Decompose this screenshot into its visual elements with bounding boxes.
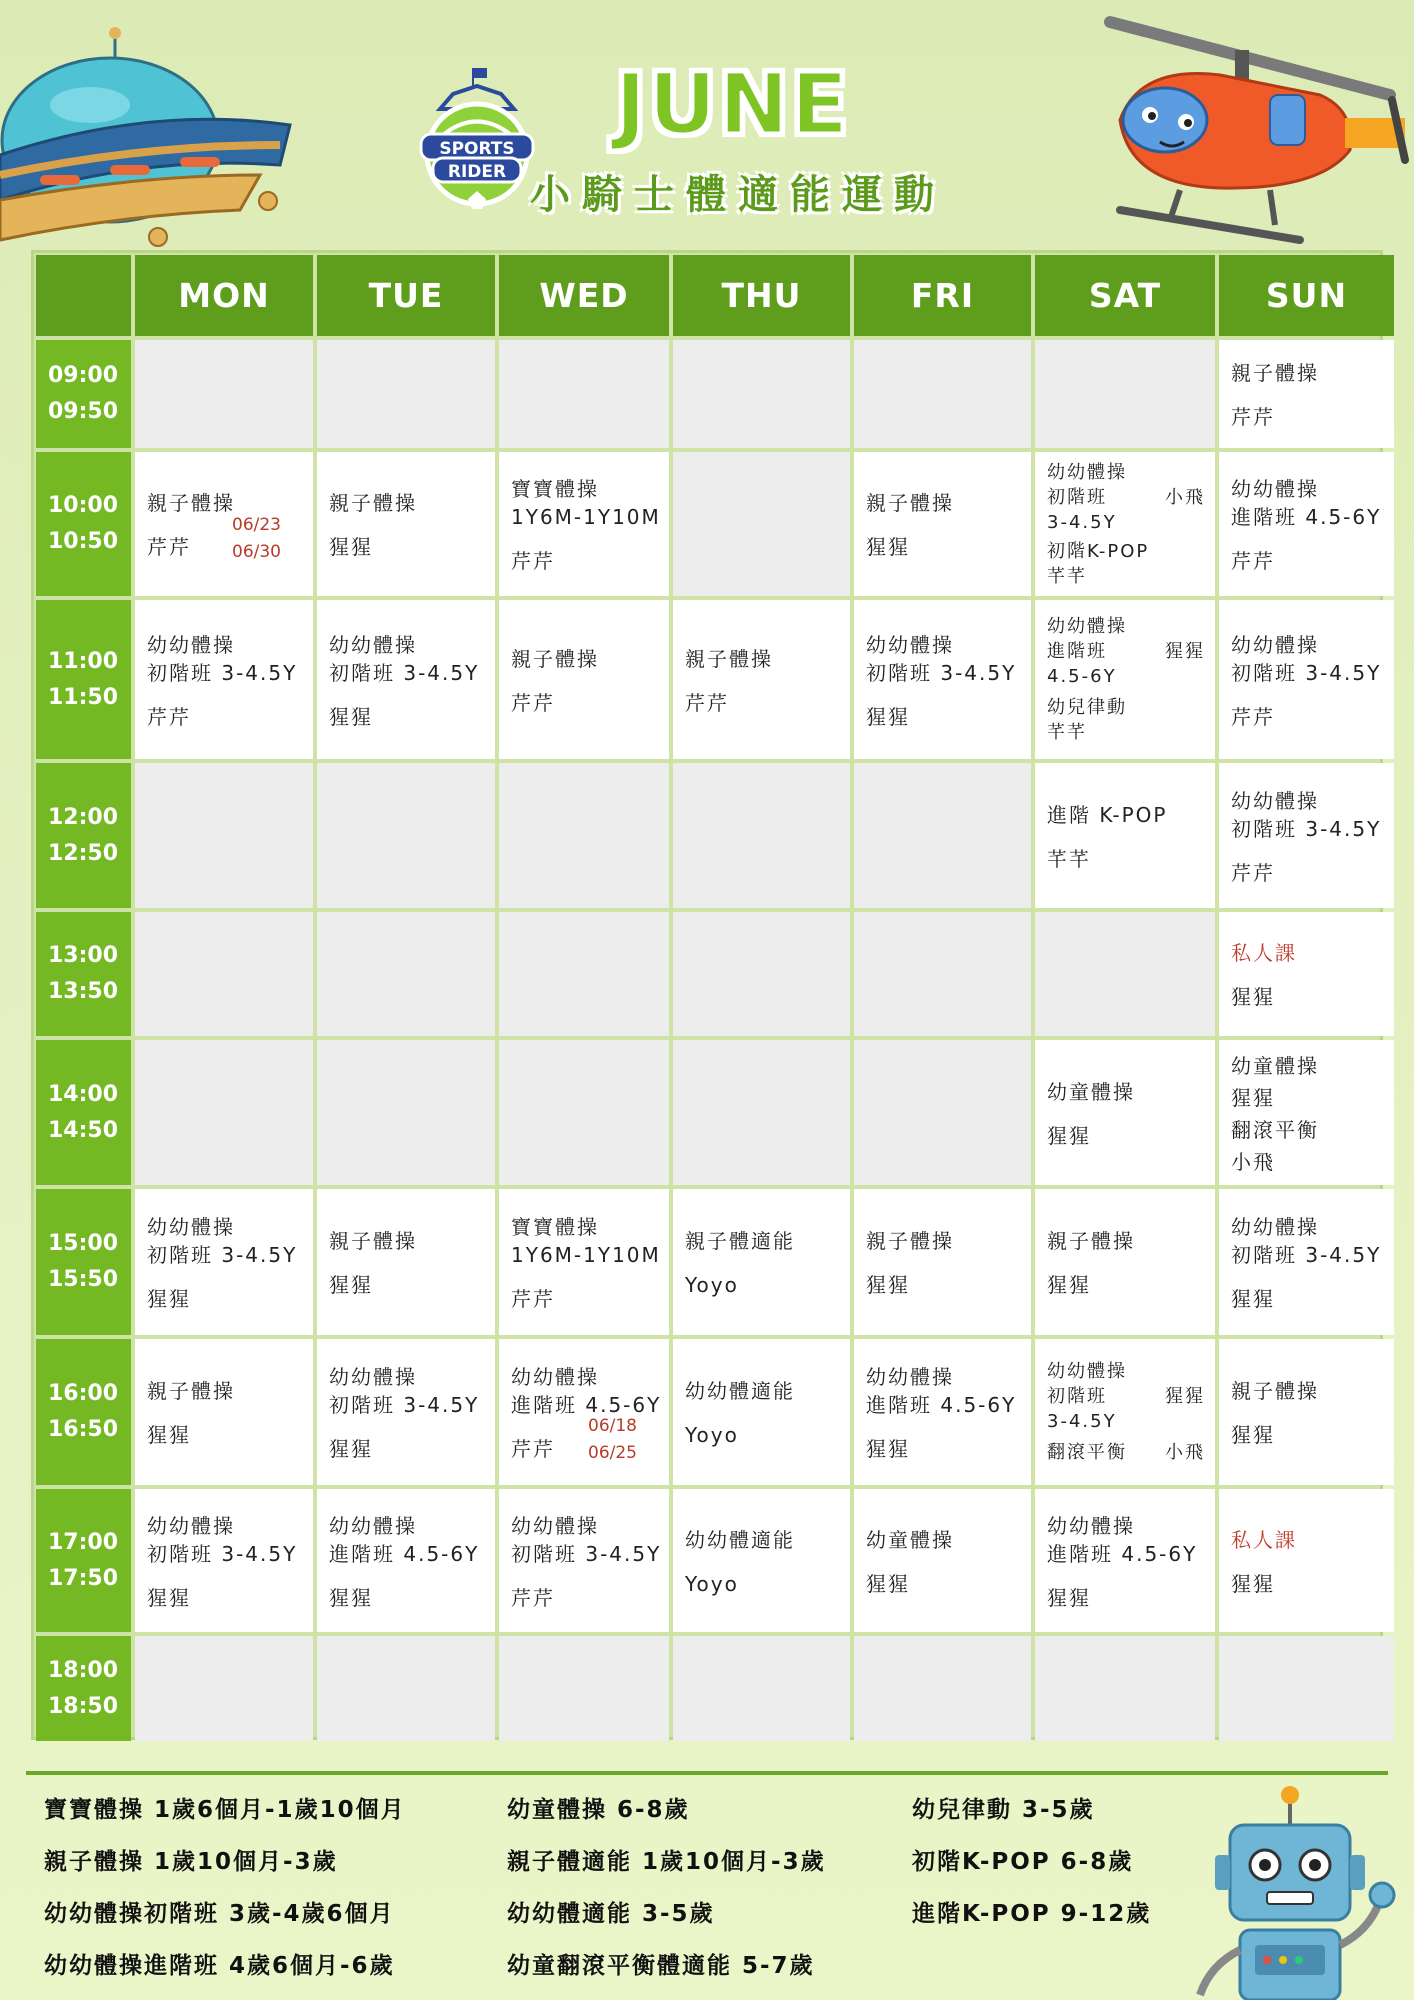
class-level: 初階班 3-4.5Y [511, 1541, 662, 1566]
time-slot-1100 [36, 600, 131, 759]
instructor: 芊芊 [1047, 565, 1087, 587]
class-cell [1035, 600, 1215, 759]
instructor: 猩猩 [866, 1437, 910, 1461]
instructor: 芹芹 [1231, 860, 1275, 885]
time-start: 15:00 [48, 1231, 119, 1256]
empty-cell [854, 912, 1031, 1036]
empty-cell [499, 1040, 669, 1185]
page-subtitle: 小騎士體適能運動 [530, 172, 946, 218]
class-name: 親子體操 [511, 646, 599, 671]
instructor: 猩猩 [329, 1585, 373, 1610]
class-cell [1219, 340, 1394, 448]
time-slot-1300 [36, 912, 131, 1036]
class-cell [499, 1339, 669, 1485]
class-name: 幼幼體操 [866, 632, 954, 657]
instructor: 猩猩 [1231, 985, 1275, 1009]
instructor: 猩猩 [1047, 1123, 1091, 1148]
empty-cell [1035, 1636, 1215, 1741]
instructor: 猩猩 [866, 704, 910, 729]
instructor: 芹芹 [147, 704, 191, 729]
legend-item: 進階K-POP 9-12歲 [912, 1901, 1152, 1927]
logo-text-sports: SPORTS [439, 139, 515, 159]
empty-cell [673, 763, 850, 908]
class-name: 翻滾平衡 [1047, 1442, 1127, 1463]
instructor: 猩猩 [1231, 1287, 1275, 1311]
class-cell [135, 1189, 313, 1335]
day-header-sat: SAT [1035, 255, 1215, 336]
legend-item: 親子體操 1歲10個月-3歲 [44, 1849, 338, 1875]
instructor: 芹芹 [511, 690, 555, 715]
instructor: 芹芹 [511, 1437, 555, 1461]
class-name: 初階K-POP [1047, 540, 1150, 562]
time-start: 17:00 [48, 1529, 119, 1555]
class-level: 初階班 3-4.5Y [1231, 660, 1382, 685]
empty-cell [135, 912, 313, 1036]
class-name: 幼幼體操 [147, 1215, 235, 1239]
empty-cell [854, 1636, 1031, 1741]
instructor: 芹芹 [147, 535, 191, 559]
time-start: 14:00 [48, 1081, 119, 1107]
class-name: 幼幼體操 [1047, 1361, 1127, 1382]
empty-cell [673, 1636, 850, 1741]
class-name: 幼幼體操 [147, 1513, 235, 1538]
page-title-month: JUNE [615, 55, 851, 153]
class-cell [1219, 763, 1394, 908]
class-name: 親子體操 [1047, 1229, 1135, 1253]
instructor: 猩猩 [1047, 1585, 1091, 1610]
class-name: 親子體操 [866, 491, 954, 515]
class-name: 幼幼體操 [1047, 1513, 1135, 1538]
day-header-wed: WED [499, 255, 669, 336]
instructor: 猩猩 [866, 1273, 910, 1297]
time-end: 17:50 [48, 1565, 119, 1591]
class-cell [854, 1489, 1031, 1632]
class-cell [1219, 1189, 1394, 1335]
class-name: 幼幼體操 [1231, 788, 1319, 813]
class-date: 06/30 [232, 542, 281, 562]
instructor: 猩猩 [329, 1437, 373, 1461]
class-name: 親子體操 [866, 1229, 954, 1253]
class-level: 初階班 3-4.5Y [1231, 816, 1382, 841]
class-name: 親子體操 [147, 491, 235, 515]
class-cell [317, 1189, 495, 1335]
instructor: 猩猩 [329, 704, 373, 729]
class-cell [499, 1189, 669, 1335]
class-cell [1219, 452, 1394, 596]
class-name: 幼幼體操 [1047, 616, 1127, 637]
instructor: 小飛 [1165, 1442, 1205, 1463]
time-end: 16:50 [48, 1417, 119, 1442]
class-cell [1219, 1040, 1394, 1185]
empty-cell [499, 1636, 669, 1741]
legend-column-3 [912, 1793, 1151, 1949]
class-name: 幼幼體操 [1231, 632, 1319, 657]
class-level: 進階班 4.5-6Y [866, 1393, 1017, 1417]
class-name: 寶寶體操 [511, 477, 599, 501]
legend-item: 親子體適能 1歲10個月-3歲 [507, 1849, 826, 1875]
instructor: 芹芹 [685, 690, 729, 715]
class-name: 幼童體操 [1047, 1079, 1135, 1104]
page-header [0, 0, 1414, 250]
private-class-label: 私人課 [1231, 941, 1297, 965]
time-slot-1500 [36, 1189, 131, 1335]
instructor: 芹芹 [1231, 549, 1275, 573]
instructor: 猩猩 [147, 1585, 191, 1610]
class-level: 初階班 [1047, 486, 1107, 508]
empty-cell [317, 1040, 495, 1185]
class-name: 幼幼體操 [329, 1365, 417, 1389]
instructor: 猩猩 [147, 1287, 191, 1311]
class-name: 親子體適能 [685, 1229, 795, 1253]
class-cell [854, 600, 1031, 759]
empty-cell [673, 1040, 850, 1185]
legend-item: 幼童體操 6-8歲 [507, 1797, 690, 1823]
class-dates [588, 1413, 637, 1467]
class-name: 親子體操 [147, 1379, 235, 1403]
class-age: 1Y6M-1Y10M [511, 505, 661, 529]
class-level: 進階班 4.5-6Y [1047, 1541, 1198, 1566]
empty-cell [317, 1636, 495, 1741]
time-slot-1200 [36, 763, 131, 908]
class-name: 幼幼體操 [329, 1513, 417, 1538]
class-cell [499, 600, 669, 759]
class-level: 初階班 3-4.5Y [147, 1243, 298, 1267]
instructor: Yoyo [685, 1571, 739, 1596]
legend-item: 幼兒律動 3-5歲 [912, 1797, 1095, 1823]
instructor: 猩猩 [1047, 1273, 1091, 1297]
class-cell [854, 452, 1031, 596]
class-age: 4.5-6Y [1047, 666, 1117, 687]
instructor: 芹芹 [1231, 704, 1275, 729]
class-level: 進階班 4.5-6Y [1231, 505, 1382, 529]
instructor: 芹芹 [511, 1287, 555, 1311]
class-name: 幼幼體操 [1231, 1215, 1319, 1239]
time-end: 14:50 [48, 1117, 119, 1143]
class-level: 初階班 3-4.5Y [329, 660, 480, 685]
class-name: 親子體操 [329, 491, 417, 515]
day-header-fri: FRI [854, 255, 1031, 336]
time-slot-1400 [36, 1040, 131, 1185]
legend-divider [26, 1771, 1388, 1775]
instructor: 猩猩 [1231, 1423, 1275, 1447]
class-level: 進階班 [1047, 641, 1107, 662]
time-start: 12:00 [48, 804, 119, 830]
logo-text-rider: RIDER [447, 162, 507, 182]
class-cell [1035, 452, 1215, 596]
class-date: 06/23 [232, 515, 281, 535]
empty-cell [854, 763, 1031, 908]
class-age: 3-4.5Y [1047, 511, 1117, 533]
time-start: 09:00 [48, 363, 119, 388]
instructor: 猩猩 [866, 535, 910, 559]
sports-rider-logo [418, 64, 536, 214]
class-cell [1035, 1189, 1215, 1335]
empty-cell [673, 340, 850, 448]
class-cell [673, 1489, 850, 1632]
legend-column-1 [44, 1793, 406, 2000]
class-level: 初階班 3-4.5Y [147, 660, 298, 685]
class-name: 寶寶體操 [511, 1215, 599, 1239]
time-end: 11:50 [48, 684, 119, 710]
class-cell [854, 1339, 1031, 1485]
class-cell [673, 1339, 850, 1485]
empty-cell [673, 912, 850, 1036]
empty-cell [854, 340, 1031, 448]
class-cell [1219, 600, 1394, 759]
instructor: 猩猩 [147, 1423, 191, 1447]
class-name: 親子體操 [329, 1229, 417, 1253]
instructor: 猩猩 [1231, 1571, 1275, 1596]
class-name: 幼幼體操 [329, 632, 417, 657]
class-dates [232, 512, 281, 566]
empty-cell [1035, 912, 1215, 1036]
class-name: 幼幼體適能 [685, 1379, 795, 1403]
time-slot-1700 [36, 1489, 131, 1632]
class-date: 06/18 [588, 1416, 637, 1436]
class-cell [1219, 912, 1394, 1036]
empty-cell [499, 763, 669, 908]
empty-cell [135, 1636, 313, 1741]
legend-item: 幼童翻滾平衡體適能 5-7歲 [507, 1953, 815, 1979]
time-end: 13:50 [48, 979, 119, 1004]
legend-column-2 [507, 1793, 826, 2000]
class-cell [499, 452, 669, 596]
day-header-sun: SUN [1219, 255, 1394, 336]
instructor: 猩猩 [1165, 1386, 1205, 1407]
day-header-tue: TUE [317, 255, 495, 336]
class-cell [317, 452, 495, 596]
class-cell [135, 600, 313, 759]
instructor: Yoyo [685, 1273, 739, 1297]
time-end: 09:50 [48, 399, 119, 424]
empty-cell [135, 1040, 313, 1185]
class-cell [317, 1489, 495, 1632]
class-cell [1035, 1040, 1215, 1185]
legend-item: 幼幼體適能 3-5歲 [507, 1901, 715, 1927]
class-name: 親子體操 [1231, 1379, 1319, 1403]
instructor: 芊芊 [1047, 722, 1087, 743]
time-end: 15:50 [48, 1267, 119, 1292]
class-name: 幼童體操 [866, 1527, 954, 1552]
empty-cell [673, 452, 850, 596]
class-name: 進階 K-POP [1047, 802, 1168, 827]
class-level: 初階班 3-4.5Y [147, 1541, 298, 1566]
empty-cell [317, 763, 495, 908]
empty-cell [317, 912, 495, 1036]
empty-cell [1219, 1636, 1394, 1741]
class-cell [317, 1339, 495, 1485]
ufo-illustration [0, 25, 300, 255]
class-cell [854, 1189, 1031, 1335]
instructor: 猩猩 [1165, 641, 1205, 662]
time-end: 12:50 [48, 840, 119, 866]
class-name: 幼幼體操 [1047, 461, 1127, 483]
legend-item: 幼幼體操初階班 3歲-4歲6個月 [44, 1901, 395, 1927]
instructor: 小飛 [1231, 1149, 1275, 1174]
empty-cell [499, 340, 669, 448]
class-cell [499, 1489, 669, 1632]
instructor: Yoyo [685, 1423, 739, 1447]
class-level: 初階班 3-4.5Y [329, 1393, 480, 1417]
legend-item: 幼幼體操進階班 4歲6個月-6歲 [44, 1953, 395, 1979]
class-name: 幼童體操 [1231, 1053, 1319, 1078]
robot-illustration [1175, 1780, 1400, 2000]
class-cell [135, 452, 313, 596]
instructor: 猩猩 [329, 1273, 373, 1297]
class-level: 初階班 3-4.5Y [1231, 1243, 1382, 1267]
schedule-table [31, 250, 1383, 1740]
time-start: 10:00 [48, 493, 119, 518]
instructor: 芹芹 [511, 549, 555, 573]
instructor: 猩猩 [866, 1571, 910, 1596]
class-name: 翻滾平衡 [1231, 1117, 1319, 1142]
table-corner [36, 255, 131, 336]
empty-cell [135, 763, 313, 908]
empty-cell [135, 340, 313, 448]
class-level: 進階班 4.5-6Y [329, 1541, 480, 1566]
empty-cell [317, 340, 495, 448]
class-cell [317, 600, 495, 759]
class-name: 幼幼體操 [511, 1513, 599, 1538]
time-slot-1600 [36, 1339, 131, 1485]
instructor: 猩猩 [1231, 1085, 1275, 1110]
time-end: 18:50 [48, 1693, 119, 1719]
class-name: 幼幼體操 [147, 632, 235, 657]
class-date: 06/25 [588, 1443, 637, 1463]
empty-cell [499, 912, 669, 1036]
class-age: 3-4.5Y [1047, 1411, 1117, 1432]
class-name: 幼幼體操 [511, 1365, 599, 1389]
class-cell [673, 1189, 850, 1335]
class-level: 初階班 3-4.5Y [866, 660, 1017, 685]
time-start: 16:00 [48, 1381, 119, 1406]
time-start: 18:00 [48, 1657, 119, 1683]
class-cell [135, 1489, 313, 1632]
class-level: 進階班 4.5-6Y [511, 1393, 662, 1417]
time-start: 11:00 [48, 648, 119, 674]
instructor: 小飛 [1165, 486, 1205, 508]
class-name: 幼兒律動 [1047, 697, 1127, 718]
class-cell [1035, 1339, 1215, 1485]
time-slot-0900 [36, 340, 131, 448]
class-name: 幼幼體操 [1231, 477, 1319, 501]
class-name: 幼幼體操 [866, 1365, 954, 1389]
empty-cell [854, 1040, 1031, 1185]
legend-item: 初階K-POP 6-8歲 [912, 1849, 1134, 1875]
class-name: 幼幼體適能 [685, 1527, 795, 1552]
legend-item: 寶寶體操 1歲6個月-1歲10個月 [44, 1797, 406, 1823]
instructor: 芹芹 [1231, 405, 1275, 429]
class-age: 1Y6M-1Y10M [511, 1243, 661, 1267]
day-header-thu: THU [673, 255, 850, 336]
empty-cell [1035, 340, 1215, 448]
class-cell [1035, 763, 1215, 908]
time-start: 13:00 [48, 943, 119, 968]
day-header-mon: MON [135, 255, 313, 336]
helicopter-illustration [1100, 10, 1414, 250]
time-slot-1000 [36, 452, 131, 596]
instructor: 芊芊 [1047, 846, 1091, 871]
class-cell [1219, 1489, 1394, 1632]
class-cell [1219, 1339, 1394, 1485]
class-level: 初階班 [1047, 1386, 1107, 1407]
class-name: 親子體操 [1231, 361, 1319, 385]
time-end: 10:50 [48, 529, 119, 554]
class-name: 親子體操 [685, 646, 773, 671]
instructor: 猩猩 [329, 535, 373, 559]
class-cell [135, 1339, 313, 1485]
private-class-label: 私人課 [1231, 1527, 1297, 1552]
instructor: 芹芹 [511, 1585, 555, 1610]
class-cell [1035, 1489, 1215, 1632]
class-cell [673, 600, 850, 759]
time-slot-1800 [36, 1636, 131, 1741]
